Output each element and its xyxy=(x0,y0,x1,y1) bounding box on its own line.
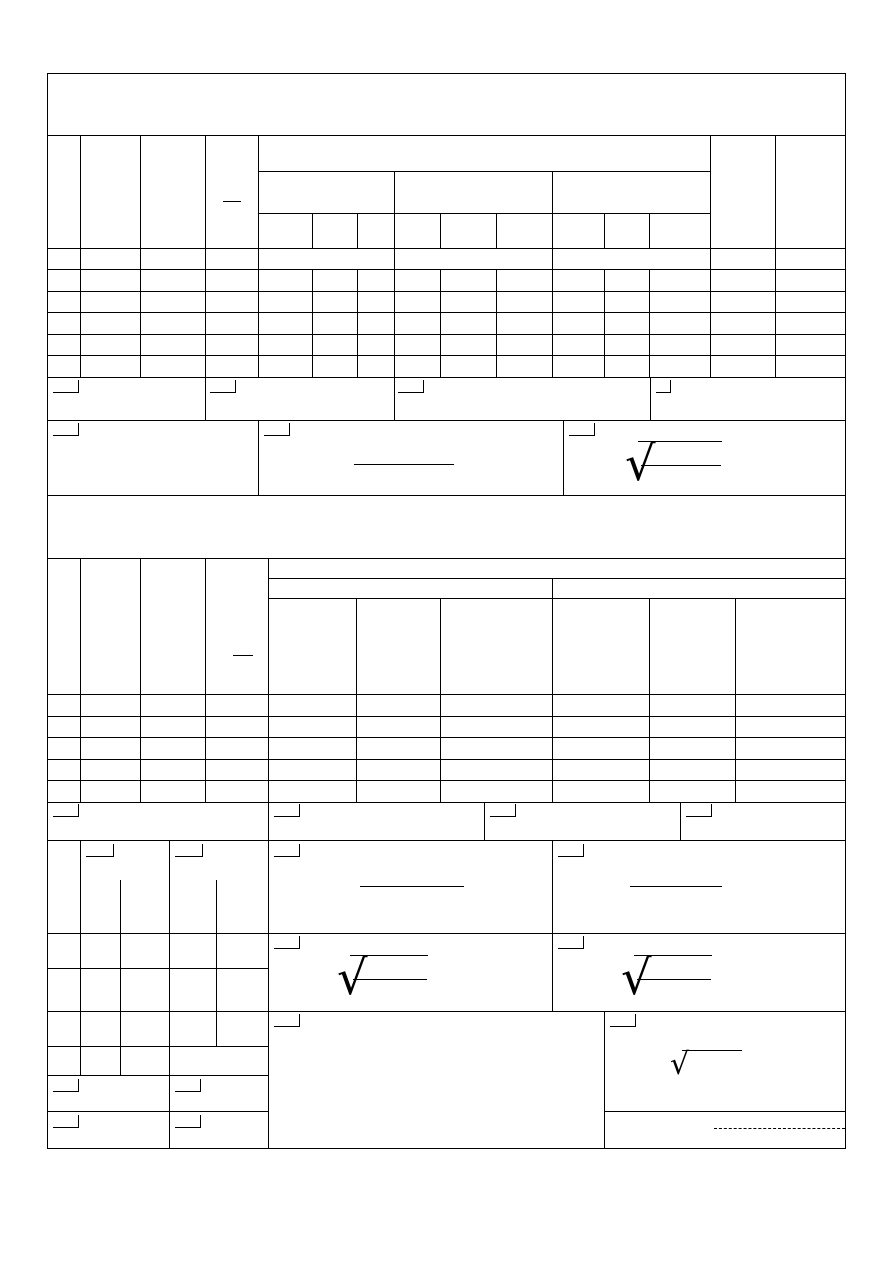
calc-grid-line xyxy=(268,840,269,1148)
label-bracket-icon xyxy=(175,1127,200,1128)
upper-group-line xyxy=(394,171,395,377)
upper-row-line xyxy=(47,269,846,270)
label-bracket-icon xyxy=(274,1026,299,1027)
label-bracket-icon xyxy=(670,380,671,393)
upper-subcol-line xyxy=(496,213,497,248)
upper-row-line xyxy=(47,355,846,356)
upper-subcol-line xyxy=(357,269,358,377)
calc-grid-row xyxy=(47,1046,269,1047)
upper-col-line xyxy=(775,135,776,377)
label-bracket-icon xyxy=(235,380,236,393)
upper-col-line xyxy=(140,135,141,377)
calc-grid-line xyxy=(169,840,170,1148)
label-bracket-icon xyxy=(274,816,299,817)
lower-subcol-line xyxy=(649,598,650,802)
dashed-signature-line-icon xyxy=(714,1128,845,1129)
upper-summary-line xyxy=(47,420,846,421)
lower-group-header-line xyxy=(268,578,846,579)
label-bracket-icon xyxy=(175,1091,200,1092)
sqrt-symbol-icon: √ xyxy=(621,950,652,1006)
label-bracket-icon xyxy=(78,1115,79,1128)
frame-bottom xyxy=(47,1148,846,1149)
upper-group-line xyxy=(552,171,553,377)
sqrt-overline xyxy=(682,1050,742,1051)
fraction-bar-icon xyxy=(630,886,722,887)
upper-subcol-line xyxy=(649,213,650,248)
lower-subheader-line xyxy=(268,598,846,599)
label-bracket-icon xyxy=(86,856,113,857)
frame-top xyxy=(47,73,846,74)
lower-row-line xyxy=(47,737,846,738)
upper-subcol-line xyxy=(357,213,358,248)
upper-group-header-line xyxy=(258,171,710,172)
calc-formula-divider xyxy=(604,1011,605,1148)
lower-row-line xyxy=(47,759,846,760)
lower-summary-divider xyxy=(484,802,485,840)
calc-formula-line xyxy=(268,933,846,934)
label-bracket-icon xyxy=(53,816,78,817)
label-bracket-icon xyxy=(569,435,594,436)
fraction-bar-icon xyxy=(223,201,241,202)
label-bracket-icon xyxy=(686,816,711,817)
label-bracket-icon xyxy=(289,423,290,436)
upper-row-line xyxy=(47,248,846,249)
label-bracket-icon xyxy=(78,804,79,817)
calc-grid-row xyxy=(47,968,269,969)
calc-formula-line xyxy=(604,1111,846,1112)
label-bracket-icon xyxy=(53,435,78,436)
sqrt-symbol-icon: √ xyxy=(337,950,368,1006)
sqrt-symbol-icon: √ xyxy=(625,436,656,492)
label-bracket-icon xyxy=(299,844,300,857)
label-bracket-icon xyxy=(299,936,300,949)
upper-subcol-line xyxy=(496,269,497,377)
label-bracket-icon xyxy=(656,392,670,393)
label-bracket-icon xyxy=(299,1014,300,1027)
label-bracket-icon xyxy=(583,844,584,857)
label-bracket-icon xyxy=(264,435,289,436)
lower-col-line xyxy=(205,558,206,802)
upper-subcol-line xyxy=(649,269,650,377)
label-bracket-icon xyxy=(274,856,299,857)
label-bracket-icon xyxy=(635,1014,636,1027)
lower-group-line xyxy=(552,578,553,802)
frame-right xyxy=(845,73,846,1149)
label-bracket-icon xyxy=(558,856,583,857)
upper-row-line xyxy=(47,291,846,292)
upper-subcol-line xyxy=(440,213,441,248)
calc-formula-divider xyxy=(552,840,553,1011)
upper-formula-divider xyxy=(258,420,259,495)
upper-col-line xyxy=(80,135,81,377)
label-bracket-icon xyxy=(202,844,203,857)
fraction-bar-icon xyxy=(354,464,454,465)
label-bracket-icon xyxy=(78,380,79,393)
lower-row-line xyxy=(47,716,846,717)
lower-summary-line xyxy=(47,840,846,841)
label-bracket-icon xyxy=(558,948,583,949)
upper-formula-divider xyxy=(563,420,564,495)
upper-subcol-line xyxy=(312,269,313,377)
lower-row-line xyxy=(47,802,846,803)
upper-row-line xyxy=(47,312,846,313)
calc-grid-row xyxy=(47,1075,269,1076)
label-bracket-icon xyxy=(78,423,79,436)
upper-header-bottom xyxy=(47,135,846,136)
lower-header-bottom xyxy=(47,558,846,559)
calc-grid-line xyxy=(80,840,81,1075)
label-bracket-icon xyxy=(711,804,712,817)
label-bracket-icon xyxy=(175,856,202,857)
label-bracket-icon xyxy=(423,380,424,393)
lower-row-line xyxy=(47,694,846,695)
label-bracket-icon xyxy=(53,392,78,393)
upper-col-line xyxy=(710,135,711,377)
label-bracket-icon xyxy=(274,948,299,949)
lower-summary-divider xyxy=(680,802,681,840)
frame-left xyxy=(47,73,48,1149)
lower-col-line xyxy=(140,558,141,802)
label-bracket-icon xyxy=(113,844,114,857)
upper-row-line xyxy=(47,377,846,378)
upper-row-line xyxy=(47,334,846,335)
lower-row-line xyxy=(47,780,846,781)
upper-summary-divider xyxy=(650,377,651,420)
calc-grid-row xyxy=(47,1011,269,1012)
lower-col-line xyxy=(268,558,269,802)
label-bracket-icon xyxy=(200,1115,201,1128)
fraction-bar-icon xyxy=(360,886,464,887)
label-bracket-icon xyxy=(299,804,300,817)
calc-grid-row xyxy=(47,933,269,934)
label-bracket-icon xyxy=(398,392,423,393)
sqrt-symbol-icon: √ xyxy=(670,1047,690,1082)
upper-subheader-line xyxy=(258,213,710,214)
lower-subcol-line xyxy=(440,598,441,802)
lower-col-line xyxy=(80,558,81,802)
upper-summary-divider xyxy=(205,377,206,420)
label-bracket-icon xyxy=(515,804,516,817)
label-bracket-icon xyxy=(583,936,584,949)
lower-summary-divider xyxy=(268,802,269,840)
upper-subcol-line xyxy=(440,269,441,377)
upper-section-bottom xyxy=(47,495,846,496)
label-bracket-icon xyxy=(53,1127,78,1128)
fraction-bar-icon xyxy=(233,655,253,656)
calc-formula-line xyxy=(268,1011,846,1012)
label-bracket-icon xyxy=(200,1079,201,1092)
upper-subcol-line xyxy=(604,213,605,248)
label-bracket-icon xyxy=(610,1026,635,1027)
lower-subcol-line xyxy=(735,598,736,802)
calc-grid-line xyxy=(216,880,217,1046)
label-bracket-icon xyxy=(210,392,235,393)
label-bracket-icon xyxy=(53,1091,78,1092)
upper-subcol-line xyxy=(604,269,605,377)
label-bracket-icon xyxy=(594,423,595,436)
upper-col-line xyxy=(205,135,206,377)
label-bracket-icon xyxy=(490,816,515,817)
lower-subcol-line xyxy=(356,598,357,802)
calc-grid-row xyxy=(47,1111,269,1112)
upper-subcol-line xyxy=(312,213,313,248)
label-bracket-icon xyxy=(78,1079,79,1092)
upper-summary-divider xyxy=(394,377,395,420)
